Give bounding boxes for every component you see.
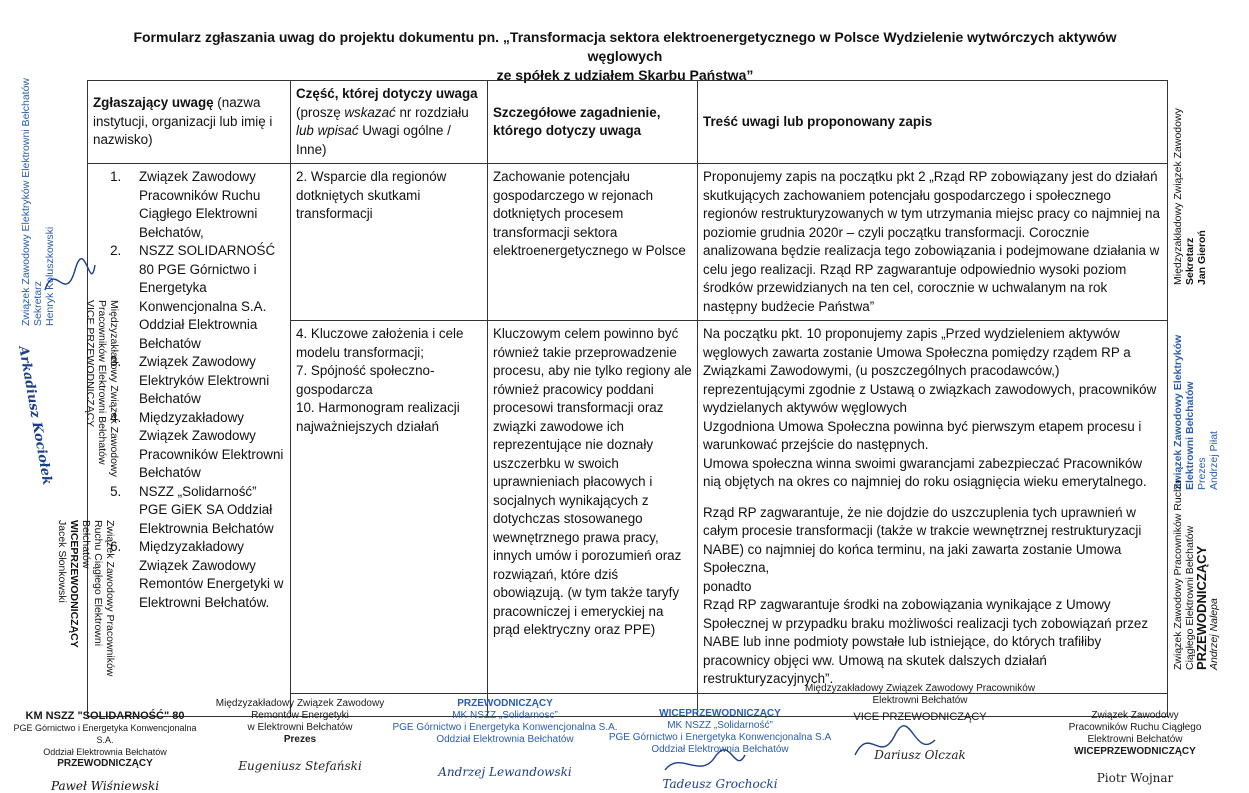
stamp-line: w Elektrowni Bełchatów xyxy=(247,722,353,733)
row2-comment-para: ponadto xyxy=(703,578,752,594)
stamp-line: Międzyzakładowy Związek Zawodowy xyxy=(215,698,385,709)
header-submitter-bold: Zgłaszający uwagę xyxy=(93,95,214,111)
header-part-t3: Uwagi ogólne / Inne) xyxy=(296,123,451,157)
row1-issue: Zachowanie potencjału gospodarczego w rejonach dotkniętych procesem transformacji sektora elektroenergetycznego w Polsce xyxy=(488,164,698,321)
bottom-stamp-3 xyxy=(385,698,625,778)
row2-issue: Kluczowym celem powinno być również takie przeprowadzenie procesu, aby nie tylko regiony ale również pracowicy poddani procesowi transformacji oraz związki zawodowe ich reprezentujące nie doznały uszczerbku w swoich uprawnieniach płacowych i socjalnych wynikających z dotychczas stosowanego wewnętrznego prawa pracy, innych umów i porozumień oraz rozwiązań, które dziś obowiązują. (w tym także taryfy pracowniczej i emeryckiej na prąd elektryczny oraz PPE) xyxy=(488,321,698,694)
row2-comment-para xyxy=(703,492,1162,504)
left-stamp-c-role: WICEPRZEWODNICZĄCY xyxy=(68,520,80,648)
comments-table xyxy=(87,80,1168,717)
row2-comment-para: Umowa społeczna winna swoimi gwarancjami zabezpieczać Pracowników nią objętych na okres co najmniej do roku osiągnięcia wieku emerytalnego. xyxy=(703,455,1147,489)
row2-comment-para: Rząd RP zagwarantuje środki na zobowiązania wynikające z Umowy Społecznej w przypadku braku możliwości realizacji tych zobowiązań przez NABE lub inne podmioty powstałe lub istniejące, do których trafiłiby pracownicy objęci ww. Umową na skutek dalszych działań restrukturyzacyjnych”. xyxy=(703,597,1149,686)
right-stamp-b-role: Prezes xyxy=(1196,457,1208,490)
bottom-stamp-6 xyxy=(1035,710,1235,784)
right-stamp-c-org: Związek Zawodowy Pracowników Ruchu Ciągłego Elektrowni Bełchatów xyxy=(1172,480,1196,670)
document-title xyxy=(110,28,1140,85)
left-stamp-c-name: Jacek Słonkowski xyxy=(56,520,68,603)
row2-part xyxy=(291,321,488,694)
signature-scribble xyxy=(660,745,750,785)
table-header-row xyxy=(88,81,1168,164)
row2-comment-para: Na początku pkt. 10 proponujemy zapis „Przed wydzieleniem aktywów węglowych zawarta zostanie Umowa Społeczna pomiędzy rządem RP a Związkami Zawodowymi, (u poszczególnych pracodawców,) reprezentującymi zgodnie z Ustawą o związkach zawodowych, pracowników wydzielanych aktywów węglowych xyxy=(703,326,1157,415)
stamp-line: Pracowników Ruchu Ciągłego xyxy=(1068,722,1202,733)
row2-part-item: 10. Harmonogram realizacji najważniejszych działań xyxy=(296,400,460,434)
list-item: 5. NSZZ „Solidarność” PGE GiEK SA Oddział Elektrownia Bełchatów xyxy=(125,483,285,539)
left-stamp-c xyxy=(56,520,116,680)
stamp-line: Oddział Elektrownia Bełchatów xyxy=(436,734,574,745)
left-stamp-b-role: VICE PRZEWODNICZĄCY xyxy=(84,300,96,428)
left-stamp-a-org: Związek Zawodowy Elektryków Elektrowni Bełchatów xyxy=(20,77,32,326)
stamp-line: PGE Górnictwo i Energetyka Konwencjonalna S.A. xyxy=(13,723,197,745)
header-comment xyxy=(698,81,1168,164)
stamp-line: MK NSZZ „Solidarność” xyxy=(667,720,773,731)
row2-comment xyxy=(698,321,1168,694)
right-stamp-a-org: Międzyzakładowy Związek Zawodowy xyxy=(1172,108,1184,285)
header-part-bold: Część, której dotyczy uwaga xyxy=(296,86,478,101)
stamp-signature: Dariusz Olczak xyxy=(874,748,966,762)
header-submitter-rest: (nazwa instytucji, organizacji lub imię i nazwisko) xyxy=(93,95,273,148)
row2-comment-para: Rząd RP zagwarantuje, że nie dojdzie do uszczuplenia tych uprawnień w całym procesie transformacji (także w trakcie wewnętrznej restrukturyzacji NABE) co najmniej do końca terminu, na jaki zawarta zostanie Umowa Społeczna, xyxy=(703,504,1142,575)
signature-scribble xyxy=(40,250,100,310)
left-stamp-a-role: Sekretarz xyxy=(32,281,44,326)
right-stamp-c-role: PRZEWODNICZĄCY xyxy=(1194,545,1209,670)
row2-comment-para: Uzgodniona Umowa Społeczna powinna być pierwszym etapem procesu i warunkować przejście do następnych. xyxy=(703,418,1142,452)
stamp-signature: Piotr Wojnar xyxy=(1096,771,1174,785)
stamp-signature: Andrzej Lewandowski xyxy=(438,765,572,779)
list-item: 3. Związek Zawodowy Elektryków Elektrowni Bełchatów xyxy=(125,353,285,409)
stamp-signature: Eugeniusz Stefański xyxy=(238,759,362,773)
right-stamp-a-name: Jan Gieroń xyxy=(1196,230,1208,285)
signature-scribble xyxy=(850,720,940,770)
header-issue-text: Szczegółowe zagadnienie, którego dotyczy uwaga xyxy=(493,104,661,138)
stamp-line: PRZEWODNICZĄCY xyxy=(457,698,553,709)
stamp-line: Remontów Energetyki xyxy=(251,710,349,721)
stamp-signature: Paweł Wiśniewski xyxy=(50,779,160,793)
right-stamp-c xyxy=(1172,480,1220,670)
right-stamp-b-org: Związek Zawodowy Elektryków Elektrowni Bełchatów xyxy=(1172,334,1196,490)
right-stamp-b xyxy=(1172,290,1220,490)
header-submitter xyxy=(88,81,291,164)
bottom-stamp-1 xyxy=(10,710,200,792)
left-stamp-b-signature: Arkadiusz Kociołek xyxy=(15,345,55,487)
header-part-i2: lub wpisać xyxy=(296,123,359,138)
table-row xyxy=(88,164,1168,321)
right-stamp-c-name: Andrzej Nalepa xyxy=(1208,598,1220,670)
left-stamp-c-org: Związek Zawodowy Pracowników Ruchu Ciągłego Elektrowni Bełchatów xyxy=(80,520,116,677)
stamp-line: PGE Górnictwo i Energetyka Konwencjonalna S.A xyxy=(608,732,832,743)
right-stamp-a xyxy=(1172,85,1208,285)
organizations-list xyxy=(93,168,285,612)
row2-part-item: 7. Spójność społeczno-gospodarcza xyxy=(296,363,435,397)
stamp-line: Międzyzakładowy Związek Zawodowy Pracowników xyxy=(804,683,1036,694)
stamp-line: Oddział Elektrownia Bełchatów xyxy=(43,747,167,757)
stamp-signature: Tadeusz Grochocki xyxy=(662,777,778,791)
stamp-line: PGE Górnictwo i Energetyka Konwencjonalna S.A. xyxy=(392,722,618,733)
header-part-t1: (proszę xyxy=(296,104,345,120)
row1-comment: Proponujemy zapis na początku pkt 2 „Rząd RP zobowiązany jest do działań skutkujących zachowaniem potencjału gospodarczego i społecznego regionów restrukturyzowanych w tym utrzymania miejsc pracy co najmniej na poziomie grudnia 2020r – czyli początku transformacji. Corocznie analizowana będzie realizacja tego zobowiązania i podejmowane działania w celu jego realizacji. Rząd RP zagwarantuje odpowiednio wysoki poziom środków przewidzianych na ten cel, corocznie w uchwalanym na rok następny budżecie Państwa” xyxy=(698,164,1168,321)
list-item: 4. Międzyzakładowy Związek Zawodowy Pracowników Elektrowni Bełchatów xyxy=(125,409,285,483)
right-stamp-a-role: Sekretarz xyxy=(1184,237,1196,285)
header-part-t2: nr rozdziału xyxy=(395,104,469,120)
bottom-stamp-2 xyxy=(215,698,385,772)
stamp-line: Elektrowni Bełchatów xyxy=(1087,734,1183,745)
stamp-line: Oddział Elektrownia Bełchatów xyxy=(651,744,789,755)
left-stamp-b-org: Międzyzakładowy Związek Zawodowy Pracowników Elektrowni Bełchatów xyxy=(96,300,120,477)
stamp-line: MK NSZZ „Solidarnosc” xyxy=(452,710,558,721)
title-line-1: Formularz zgłaszania uwag do projektu dokumentu pn. „Transformacja sektora elektroenergetycznego w Polsce Wydzielenie wytwórczych aktywów węglowych xyxy=(133,29,1117,64)
stamp-line: KM NSZZ "SOLIDARNOŚĆ" 80 xyxy=(25,710,185,722)
stamp-line: Prezes xyxy=(283,734,317,745)
stamp-line: Elektrowni Bełchatów xyxy=(872,695,968,706)
list-item: 2. NSZZ SOLIDARNOŚĆ 80 PGE Górnictwo i Energetyka Konwencjonalna S.A. Oddział Elektrownia Bełchatów xyxy=(125,242,285,353)
left-stamp-b xyxy=(84,300,120,530)
list-item: 6. Międzyzakładowy Związek Zawodowy Remontów Energetyki w Elektrowni Bełchatów. xyxy=(125,538,285,612)
stamp-line: Związek Zawodowy xyxy=(1091,710,1179,721)
stamp-line: WICEPRZEWODNICZĄCY xyxy=(659,708,781,719)
stamp-line: VICE PRZEWODNICZĄCY xyxy=(853,711,987,723)
stamp-line: PRZEWODNICZĄCY xyxy=(57,758,153,769)
stamp-line: WICEPRZEWODNICZĄCY xyxy=(1074,746,1196,757)
title-line-2: ze spółek z udziałem Skarbu Państwa” xyxy=(496,67,754,83)
right-stamp-b-name: Andrzej Piłat xyxy=(1208,431,1220,490)
row1-part: 2. Wsparcie dla regionów dotkniętych skutkami transformacji xyxy=(291,164,488,321)
header-part-i1: wskazać xyxy=(344,104,396,120)
header-issue xyxy=(488,81,698,164)
left-stamp-a-name: Henryk Koluszkowski xyxy=(44,226,56,326)
header-comment-text: Treść uwagi lub proponowany zapis xyxy=(703,113,933,129)
list-item: 1. Związek Zawodowy Pracowników Ruchu Ciągłego Elektrowni Bełchatów, xyxy=(125,168,285,242)
row2-part-item: 4. Kluczowe założenia i cele modelu transformacji; xyxy=(296,326,464,360)
header-part xyxy=(291,81,488,164)
